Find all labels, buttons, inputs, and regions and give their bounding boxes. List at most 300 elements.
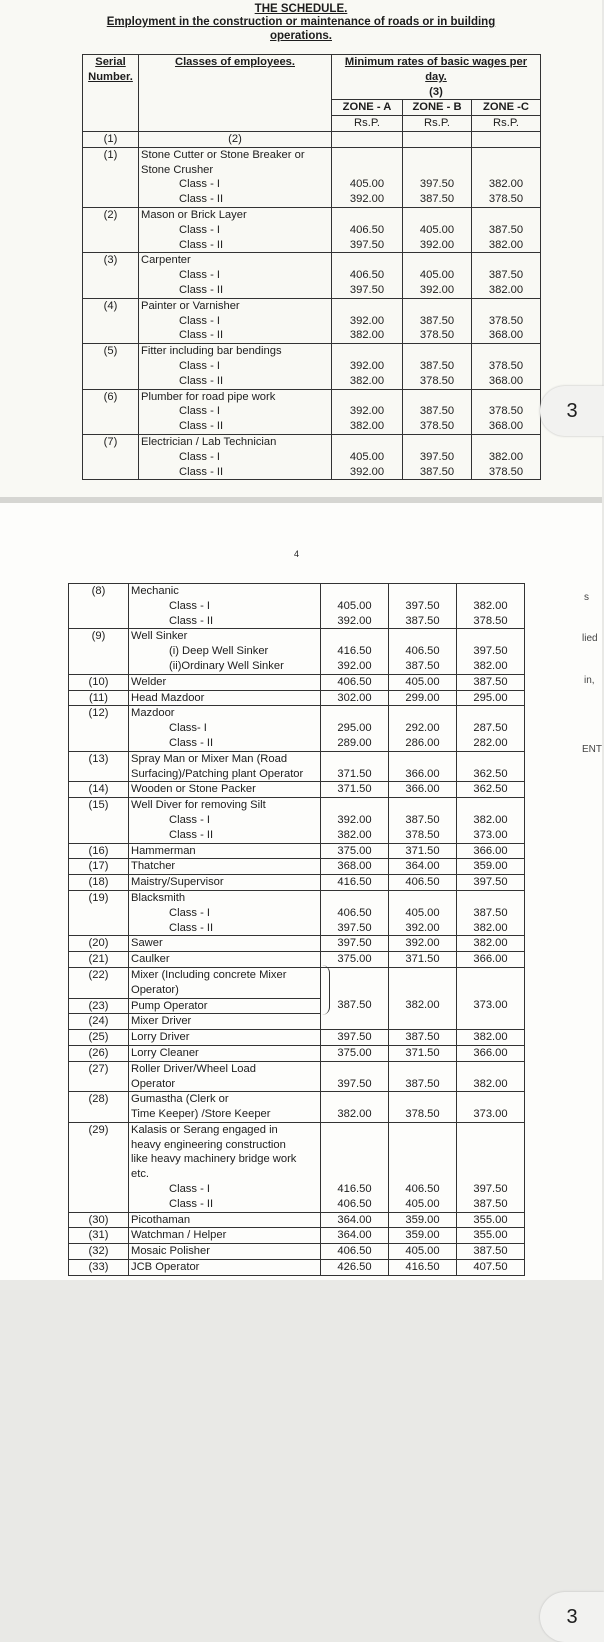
zone-c-rate [457,952,525,968]
rate-value: 289.00 [337,736,372,749]
rate-value: 382.00 [473,813,508,826]
class-label: Class - II [169,736,214,749]
serial-number: (29) [69,1122,129,1212]
rate-value: 387.50 [419,465,455,478]
rate-value: 382.00 [337,1108,372,1121]
wage-table-page-2 [68,583,525,1276]
table-row [83,298,541,343]
employee-name-line: Pump Operator [131,999,208,1012]
rate-value: 392.00 [405,937,440,950]
class-label: Class - I [179,223,221,236]
rate-value: 426.50 [337,1261,372,1274]
zone-c-rate [457,1030,525,1046]
zone-b-rate [389,1045,457,1061]
zone-c-rate [472,344,541,389]
rate-value: 366.00 [473,953,508,966]
zone-c-rate [457,798,525,843]
rate-value: 387.50 [405,1077,440,1090]
employee-class [129,1030,321,1046]
rate-value: 302.00 [337,691,372,704]
class-label: Class - II [169,1197,214,1210]
table-row [69,1228,525,1244]
col3-label: (3) [429,85,443,98]
table-row [69,1260,525,1276]
rate-value: 397.50 [337,921,372,934]
rate-value: 373.00 [473,1108,508,1121]
rate-value: 397.50 [405,599,440,612]
class-label: Class - I [179,314,221,327]
zone-a-rate [321,1260,389,1276]
table-row [69,798,525,843]
employee-class [129,1045,321,1061]
rate-value: 375.00 [337,953,372,966]
zone-c-rate [472,434,541,479]
zone-b-rate [389,967,457,1029]
table-row [69,674,525,690]
employee-name-line: Head Mazdoor [131,691,205,704]
zone-c-rate [457,1260,525,1276]
zone-b-rate [389,952,457,968]
employee-name-line: Carpenter [141,254,191,267]
document-page-1 [0,0,602,497]
rate-value: 392.00 [349,465,385,478]
zone-a-rate [332,147,403,207]
rate-value: 366.00 [405,767,440,780]
employee-name-line: Thatcher [131,860,176,873]
unit-b: Rs.P. [403,116,472,132]
serial-number: (33) [69,1260,129,1276]
zone-b-rate [403,207,472,252]
rate-value: 392.00 [349,193,385,206]
rate-value: 382.00 [349,420,385,433]
rate-value: 366.00 [473,844,508,857]
zone-b-rate [389,936,457,952]
rate-value: 371.50 [405,844,440,857]
zone-c-rate [457,1122,525,1212]
table-row [69,859,525,875]
col2-label: (2) [139,131,332,147]
serial-number: (20) [69,936,129,952]
serial-number: (8) [69,584,129,629]
employee-name-line: Stone Cutter or Stone Breaker or [141,148,305,161]
rate-value: 364.00 [405,860,440,873]
class-label: Class - II [169,921,214,934]
zone-b-rate [389,843,457,859]
serial-number: (11) [69,690,129,706]
employee-class [129,584,321,629]
rate-value: 406.50 [337,1197,372,1210]
employee-class [129,798,321,843]
schedule-subtitle-2: operations. [270,30,332,42]
serial-number: (5) [83,344,139,389]
zone-a-rate [321,952,389,968]
rate-value: 382.00 [473,921,508,934]
rate-value: 382.00 [337,828,372,841]
rate-value: 397.50 [349,238,385,251]
employee-name-line: Kalasis or Serang engaged in [131,1123,278,1136]
employee-class [129,1244,321,1260]
zone-c-rate [457,890,525,935]
class-label: Class - II [179,420,224,433]
rate-value: 406.50 [405,1183,440,1196]
zone-a-rate [321,1244,389,1260]
rate-value: 362.50 [473,767,508,780]
zone-c-rate [472,147,541,207]
employee-name-line: Stone Crusher [141,163,214,176]
rates-header [332,55,541,100]
zone-c-rate [457,690,525,706]
serial-number: (12) [69,706,129,751]
rate-value: 368.00 [488,420,524,433]
rate-value: 368.00 [488,329,524,342]
table-row [83,389,541,434]
table-row [69,1045,525,1061]
zone-c-rate [457,967,525,1029]
serial-number: (13) [69,751,129,782]
rate-value: 407.50 [473,1261,508,1274]
rate-value: 378.50 [488,405,524,418]
employee-name-line: Picothaman [131,1213,191,1226]
class-label: Class - II [169,828,214,841]
rate-value: 387.50 [405,813,440,826]
zone-a-rate [321,967,389,1029]
employee-name-line: etc. [131,1168,150,1181]
serial-number: (16) [69,843,129,859]
employee-class [129,1014,321,1030]
rate-value: 392.00 [337,813,372,826]
rates-header-text: Minimum rates of basic wages per day. [344,56,528,83]
employee-class [129,890,321,935]
table-row [69,584,525,629]
rate-value: 387.50 [419,193,455,206]
zone-c-rate [457,706,525,751]
zone-b-rate [389,1228,457,1244]
rate-value: 366.00 [473,1046,508,1059]
rate-value: 378.50 [473,614,508,627]
table-row [69,875,525,891]
rate-value: 406.50 [349,223,385,236]
serial-number: (4) [83,298,139,343]
rate-value: 405.00 [419,223,455,236]
page-badge-2[interactable]: 3 [540,1592,604,1642]
zone-b-rate [389,890,457,935]
serial-number: (18) [69,875,129,891]
side-text-2: in, [584,675,595,686]
zone-a-header: ZONE - A [332,100,403,116]
zone-a-rate [332,389,403,434]
table-row [83,207,541,252]
rate-value: 392.00 [405,921,440,934]
rate-value: 397.50 [473,876,508,889]
employee-name-line: Well Sinker [131,630,188,643]
table-row [69,629,525,674]
rate-value: 378.50 [419,374,455,387]
rate-value: 387.50 [473,675,508,688]
rate-value: 387.50 [419,314,455,327]
rate-value: 366.00 [405,783,440,796]
rate-value: 405.00 [405,1245,440,1258]
zone-b-rate [403,147,472,207]
rate-value: 387.50 [488,223,524,236]
employee-name-line: like heavy machinery bridge work [131,1153,297,1166]
employee-class [139,434,332,479]
zone-a-rate [321,674,389,690]
zone-b-rate [389,751,457,782]
zone-a-rate [321,1092,389,1123]
zone-b-rate [389,1061,457,1092]
employee-class [129,629,321,674]
serial-number: (6) [83,389,139,434]
employee-name-line: Spray Man or Mixer Man (Road [131,752,288,765]
zone-b-rate [403,298,472,343]
employee-name-line: Mazdoor [131,707,175,720]
rate-value: 397.50 [349,283,385,296]
rate-value: 406.50 [405,645,440,658]
rate-value: 406.50 [337,906,372,919]
zone-b-rate [389,706,457,751]
rate-value: 371.50 [337,767,372,780]
serial-number: (2) [83,207,139,252]
rate-value: 368.00 [488,374,524,387]
rate-value: 375.00 [337,1046,372,1059]
zone-a-rate [321,1212,389,1228]
rate-value: 397.50 [419,178,455,191]
rate-value: 392.00 [337,614,372,627]
class-label: Class - I [179,405,221,418]
zone-c-rate [472,253,541,298]
employee-name-line: Lorry Cleaner [131,1046,199,1059]
table-row [69,952,525,968]
rate-value: 282.00 [473,736,508,749]
zone-c-rate [472,207,541,252]
zone-a-rate [321,690,389,706]
class-label: Class - II [179,465,224,478]
zone-c-rate [457,629,525,674]
employee-name-line: Hammerman [131,844,196,857]
rate-value: 397.50 [337,1031,372,1044]
rate-value: 355.00 [473,1213,508,1226]
table-row [69,751,525,782]
rate-value: 392.00 [349,359,385,372]
table-row [69,890,525,935]
rate-value: 392.00 [419,283,455,296]
zone-a-rate [332,344,403,389]
zone-a-rate [321,1061,389,1092]
rate-value: 378.50 [488,465,524,478]
table-row [69,1244,525,1260]
employee-name-line: Mixer (Including concrete Mixer [131,968,287,981]
zone-a-rate [321,1228,389,1244]
serial-number: (27) [69,1061,129,1092]
rate-value: 405.00 [419,269,455,282]
employee-class [139,253,332,298]
employee-name-line: Mosaic Polisher [131,1245,210,1258]
zone-b-rate [403,344,472,389]
zone-b-rate [389,1030,457,1046]
zone-c-rate [457,674,525,690]
class-label: Class- I [169,722,207,735]
employee-name-line: Operator [131,1077,176,1090]
employee-class [129,690,321,706]
zone-a-rate [332,253,403,298]
serial-number: (1) [83,147,139,207]
zone-a-rate [321,890,389,935]
schedule-subtitle: Employment in the construction or maintenance of roads or in building [106,16,496,28]
zone-a-rate [332,434,403,479]
rate-value: 397.50 [337,1077,372,1090]
page-badge[interactable]: 3 [540,386,604,436]
rate-value: 355.00 [473,1229,508,1242]
zone-b-rate [389,859,457,875]
zone-b-rate [389,584,457,629]
rate-value: 378.50 [419,420,455,433]
rate-value: 359.00 [473,860,508,873]
employee-class [129,843,321,859]
zone-c-rate [457,584,525,629]
zone-b-rate [389,1122,457,1212]
zone-a-rate [321,1030,389,1046]
class-label: Class - I [179,178,221,191]
zone-c-rate [457,1228,525,1244]
employee-class [129,1061,321,1092]
zone-b-rate [389,798,457,843]
serial-number: (30) [69,1212,129,1228]
table-row [69,967,525,998]
serial-number: (14) [69,782,129,798]
zone-b-rate [389,690,457,706]
zone-c-rate [457,859,525,875]
page-number: 4 [294,549,300,559]
employee-class [129,936,321,952]
class-label: Class - II [169,614,214,627]
table-row [69,706,525,751]
serial-number: (28) [69,1092,129,1123]
zone-b-rate [389,1212,457,1228]
zone-c-rate [472,389,541,434]
zone-c-rate [457,782,525,798]
class-label: Class - I [179,269,221,282]
rate-value: 387.50 [473,1197,508,1210]
serial-number: (31) [69,1228,129,1244]
rate-value: 387.50 [405,1031,440,1044]
zone-b-rate [403,434,472,479]
zone-b-header: ZONE - B [403,100,472,116]
serial-number: (19) [69,890,129,935]
employee-name-line: Painter or Varnisher [141,299,240,312]
class-label: Class - II [179,238,224,251]
rate-value: 397.50 [473,1183,508,1196]
employee-name-line: Well Diver for removing Silt [131,799,266,812]
zone-b-rate [403,253,472,298]
unit-a: Rs.P. [332,116,403,132]
employee-name-line: Surfacing)/Patching plant Operator [131,767,304,780]
serial-number: (22) [69,967,129,998]
zone-a-rate [321,629,389,674]
rate-value: 416.50 [337,1183,372,1196]
employee-name-line: Watchman / Helper [131,1229,227,1242]
zone-c-rate [457,1092,525,1123]
employee-class [129,967,321,998]
class-label: (i) Deep Well Sinker [169,645,269,658]
employee-class [129,674,321,690]
serial-number: (24) [69,1014,129,1030]
zone-c-rate [457,1244,525,1260]
serial-number: (26) [69,1045,129,1061]
table-row [69,1030,525,1046]
rate-value: 392.00 [419,238,455,251]
class-label: Class - I [169,813,211,826]
class-label: Class - I [179,359,221,372]
zone-b-rate [389,629,457,674]
document-page-2 [0,503,602,1628]
employee-name-line: Mason or Brick Layer [141,208,247,221]
zone-c-rate [457,1045,525,1061]
employee-name-line: Fitter including bar bendings [141,345,282,358]
zone-a-rate [332,207,403,252]
rate-value: 405.00 [405,906,440,919]
zone-b-rate [389,674,457,690]
employee-name-line: Caulker [131,953,170,966]
zone-a-rate [321,936,389,952]
table-row [83,434,541,479]
serial-number: (3) [83,253,139,298]
class-label: Class - I [169,1183,211,1196]
table-row [83,344,541,389]
rate-value: 382.00 [473,659,508,672]
rate-value: 368.00 [337,860,372,873]
employee-name-line: Wooden or Stone Packer [131,783,256,796]
rate-value: 382.00 [349,329,385,342]
merged-rate-brace [321,965,330,1015]
zone-b-rate [389,1260,457,1276]
table-row [69,936,525,952]
rate-value: 364.00 [337,1213,372,1226]
rate-value: 371.50 [405,953,440,966]
rate-value: 387.50 [419,359,455,372]
rate-value: 405.00 [337,599,372,612]
rate-value: 378.50 [488,193,524,206]
employee-class [129,751,321,782]
zone-a-rate [321,875,389,891]
table-row [83,147,541,207]
class-label: Class - II [179,329,224,342]
employee-class [129,952,321,968]
employee-class [129,998,321,1014]
rate-value: 378.50 [419,329,455,342]
schedule-title: THE SCHEDULE. [254,3,348,15]
rate-value: 392.00 [349,314,385,327]
zone-a-rate [321,751,389,782]
rate-value: 364.00 [337,1229,372,1242]
zone-c-rate [457,875,525,891]
serial-number: (23) [69,998,129,1014]
zone-b-rate [389,875,457,891]
rate-value: 406.50 [349,269,385,282]
employee-class [129,859,321,875]
class-label: Class - I [179,450,221,463]
employee-name-line: Lorry Driver [131,1031,190,1044]
employee-name-line: heavy engineering construction [131,1138,286,1151]
rate-value: 392.00 [337,659,372,672]
zone-a-rate [321,1045,389,1061]
rate-value: 292.00 [405,722,440,735]
zone-b-rate [389,1092,457,1123]
employee-class [139,389,332,434]
zone-a-rate [321,1122,389,1212]
rate-value: 371.50 [405,1046,440,1059]
rate-value: 286.00 [405,736,440,749]
rate-value: 387.50 [405,614,440,627]
